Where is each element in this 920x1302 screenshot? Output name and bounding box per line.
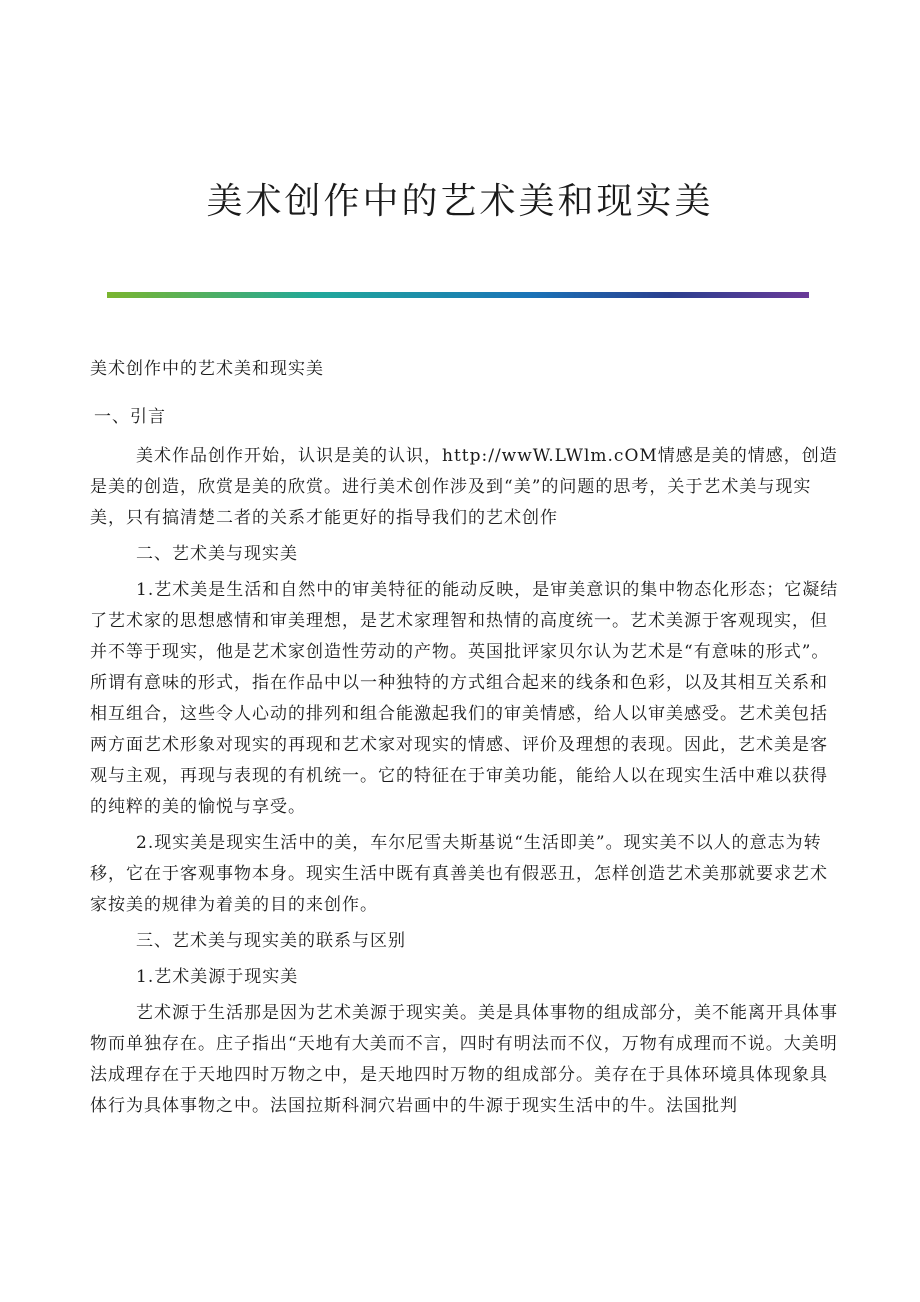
document-subtitle: 美术创作中的艺术美和现实美 bbox=[90, 359, 324, 379]
paragraph-real-beauty: 2.现实美是现实生活中的美，车尔尼雪夫斯基说“生活即美”。现实美不以人的意志为转移，它在于客观事物本身。现实生活中既有真善美也有假恶丑，怎样创造艺术美那就要求艺术家按美的规律为着美的目的来创作。 bbox=[90, 833, 828, 915]
paragraph-art-beauty: 1.艺术美是生活和自然中的审美特征的能动反映，是审美意识的集中物态化形态；它凝结了艺术家的思想感情和审美理想，是艺术家理智和热情的高度统一。艺术美源于客观现实，但并不等于现实，他是艺术家创造性劳动的产物。英国批评家贝尔认为艺术是“有意味的形式”。所谓有意味的形式，指在作品中以一种独特的方式组合起来的线条和色彩，以及其相互关系和相互组合，这些令人心动的排列和组合能激起我们的审美情感，给人以审美感受。艺术美包括两方面艺术形象对现实的再现和艺术家对现实的情感、评价及理想的表现。因此，艺术美是客观与主观，再现与表现的有机统一。它的特征在于审美功能，能给人以在现实生活中难以获得的纯粹的美的愉悦与享受。 bbox=[90, 580, 839, 817]
title-divider bbox=[107, 292, 809, 298]
paragraph-introduction: 美术作品创作开始，认识是美的认识，http://wwW.LWlm.cOM情感是美的情感，创造是美的创造，欣赏是美的欣赏。进行美术创作涉及到“美”的问题的思考，关于艺术美与现实美，只有搞清楚二者的关系才能更好的指导我们的艺术创作 bbox=[90, 446, 838, 528]
paragraph-source: 艺术源于生活那是因为艺术美源于现实美。美是具体事物的组成部分，美不能离开具体事物而单独存在。庄子指出“天地有大美而不言，四时有明法而不仪，万物有成理而不说。大美明法成理存在于天地四时万物之中，是天地四时万物的组成部分。美存在于具体环境具体现象具体行为具体事物之中。法国拉斯科洞穴岩画中的牛源于现实生活中的牛。法国批判 bbox=[90, 1003, 838, 1116]
section-heading-relationship: 三、艺术美与现实美的联系与区别 bbox=[136, 931, 406, 951]
section-heading-introduction: 一、引言 bbox=[94, 407, 166, 427]
document-body bbox=[90, 354, 840, 1127]
section-heading-art-and-reality: 二、艺术美与现实美 bbox=[136, 544, 298, 564]
document-title: 美术创作中的艺术美和现实美 bbox=[206, 181, 714, 222]
subsection-heading-source: 1.艺术美源于现实美 bbox=[136, 967, 299, 987]
